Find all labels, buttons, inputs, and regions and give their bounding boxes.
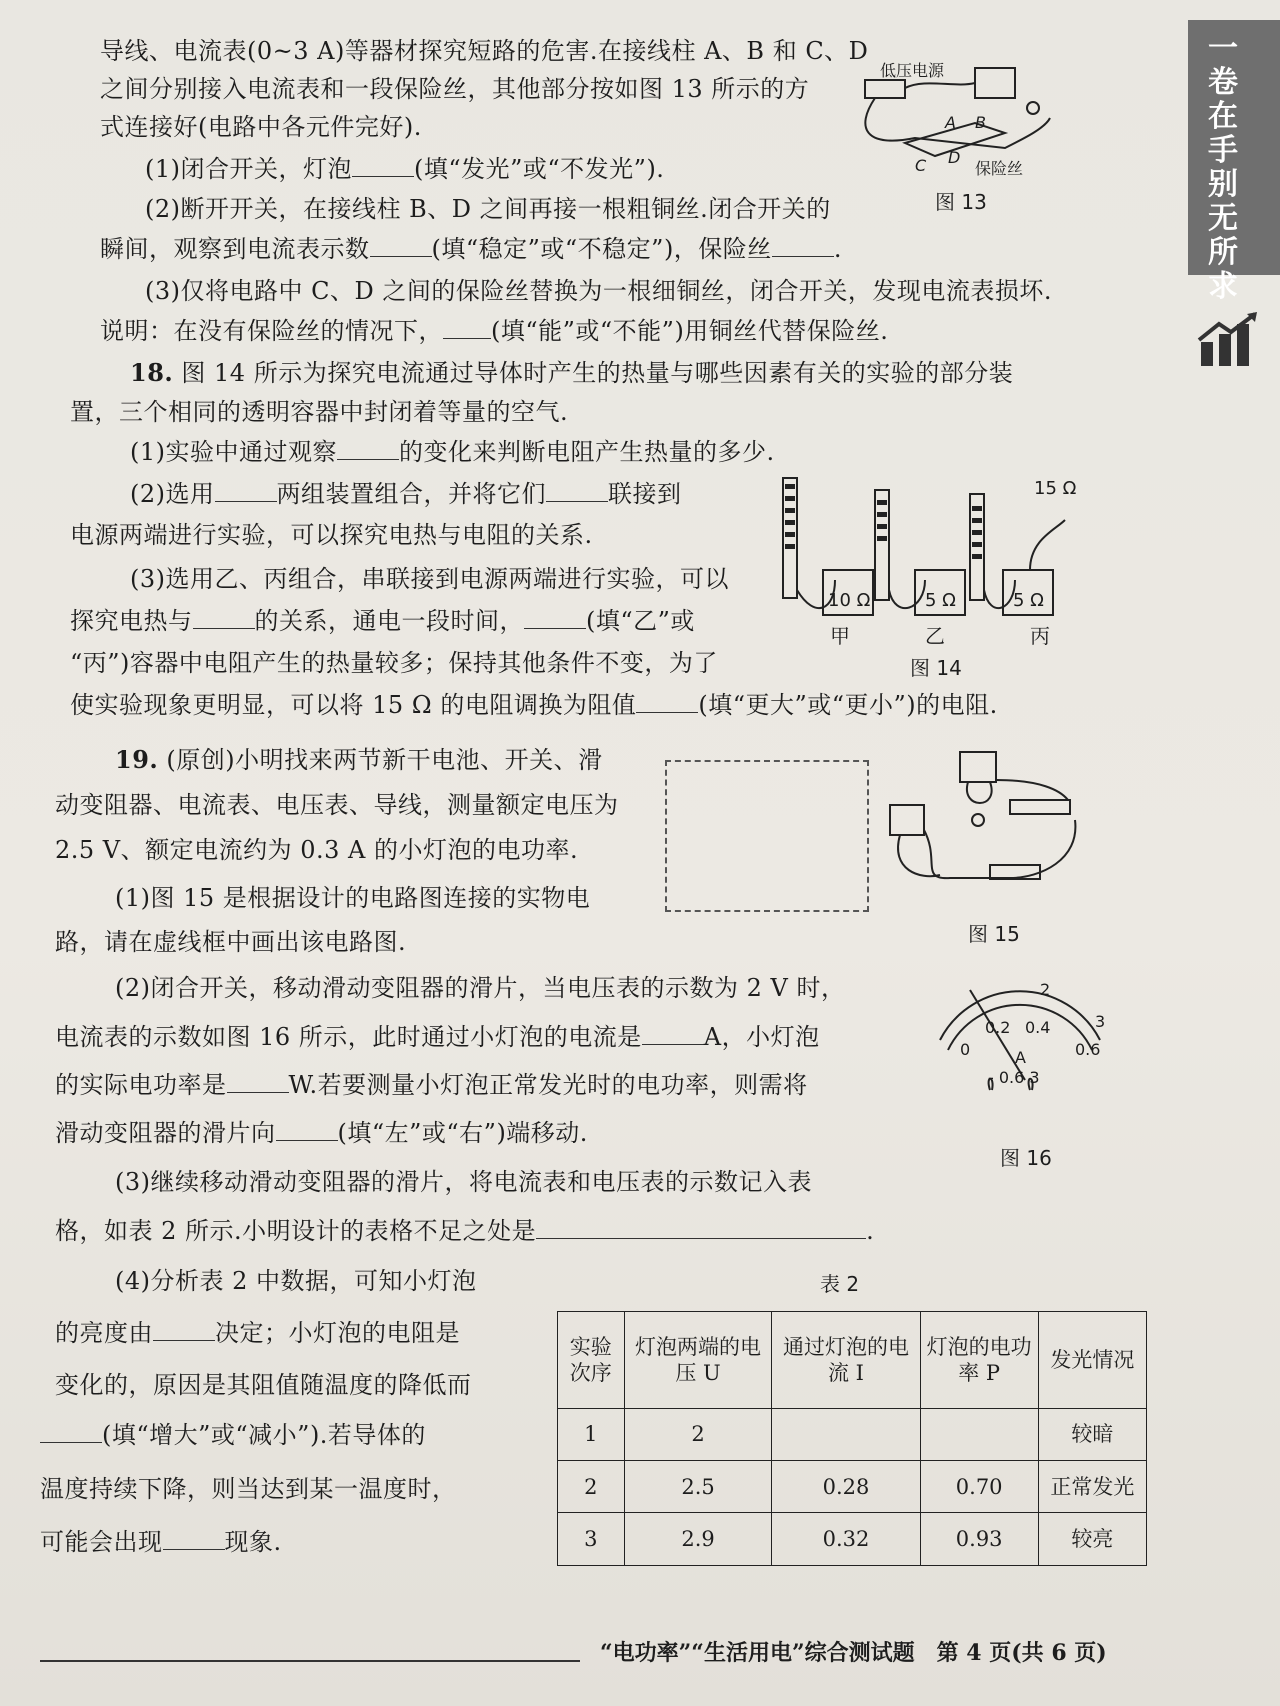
q18-line2: 置，三个相同的透明容器中封闭着等量的空气. <box>70 398 569 426</box>
q19-4-line6 <box>40 1527 282 1557</box>
q19-2-line1: (2)闭合开关，移动滑动变阻器的滑片，当电压表的示数为 2 V 时， <box>115 974 846 1002</box>
answer-blank[interactable] <box>215 479 277 502</box>
table-header-cell: 发光情况 <box>1038 1312 1146 1409</box>
answer-blank[interactable] <box>642 1022 704 1045</box>
fig14-label-bing: 丙 <box>1030 624 1050 648</box>
figure-15-physical-circuit <box>880 750 1090 900</box>
q19-4-end: 现象. <box>224 1528 282 1556</box>
answer-blank[interactable] <box>40 1420 102 1443</box>
answer-blank[interactable] <box>193 606 255 629</box>
q18-line1 <box>130 358 1013 388</box>
q18-2-end: 联接到 <box>608 480 682 508</box>
q19-4-text2: 可能会出现 <box>40 1528 163 1556</box>
table-cell: 0.28 <box>772 1461 920 1513</box>
q19-3-line1: (3)继续移动滑动变阻器的滑片，将电流表和电压表的示数记入表 <box>115 1168 812 1196</box>
table-cell: 3 <box>558 1513 625 1566</box>
answer-blank[interactable] <box>153 1318 215 1341</box>
table-row <box>558 1408 1147 1460</box>
q18-3-hint2: (填“更大”或“更小”)的电阻. <box>698 691 998 719</box>
side-banner <box>1188 20 1280 304</box>
answer-blank[interactable] <box>524 606 586 629</box>
q18-2-mid: 两组装置组合，并将它们 <box>276 480 546 508</box>
table-cell: 0.93 <box>920 1513 1038 1566</box>
fig14-ext-resistor-label: 15 Ω <box>1034 478 1077 499</box>
q19-2-line4 <box>55 1118 588 1148</box>
q19-4-text: 的亮度由 <box>55 1319 153 1347</box>
table-2 <box>557 1311 1147 1566</box>
answer-blank[interactable] <box>227 1070 289 1093</box>
answer-blank[interactable] <box>370 234 432 257</box>
table-row <box>558 1461 1147 1513</box>
table-cell <box>772 1408 920 1460</box>
q17-line2: 之间分别接入电流表和一段保险丝，其他部分按如图 13 所示的方 <box>100 75 810 103</box>
answer-blank[interactable] <box>536 1216 866 1239</box>
q19-3-text: 格，如表 2 所示.小明设计的表格不足之处是 <box>55 1217 537 1245</box>
q19-tag: (原创) <box>166 746 236 774</box>
q18-3-text: 探究电热与 <box>70 607 193 635</box>
table-cell: 2 <box>558 1461 625 1513</box>
q19-2-end2: W.若要测量小灯泡正常发光时的电功率，则需将 <box>288 1071 808 1099</box>
table2-caption: 表 2 <box>820 1272 860 1296</box>
q17-2-line1: (2)断开开关，在接线柱 B、D 之间再接一根粗铜丝.闭合开关的 <box>145 195 831 223</box>
q19-1-line1: (1)图 15 是根据设计的电路图连接的实物电 <box>115 884 591 912</box>
table-header-cell: 灯泡两端的电压 U <box>624 1312 772 1409</box>
q19-number: 19. <box>115 745 159 774</box>
q19-3-line2: 格，如表 2 所示.小明设计的表格不足之处是 . <box>55 1217 875 1245</box>
table-cell: 2.9 <box>624 1513 772 1566</box>
q17-1 <box>145 154 664 184</box>
q19-2-end: A，小灯泡 <box>703 1023 820 1051</box>
q17-2-text: 瞬间，观察到电流表示数 <box>100 235 370 263</box>
fig13-caption: 图 13 <box>935 190 987 214</box>
q19-2-text3: 滑动变阻器的滑片向 <box>55 1119 276 1147</box>
fig16-terminals: - 0.6 3 <box>988 1068 1040 1087</box>
q18-1 <box>130 437 775 467</box>
q17-3-line1: (3)仅将电路中 C、D 之间的保险丝替换为一根细铜丝，闭合开关，发现电流表损坏. <box>145 277 1052 305</box>
table-header-cell: 实验次序 <box>558 1312 625 1409</box>
q19-2-line2 <box>55 1022 820 1052</box>
q19-2-text2: 的实际电功率是 <box>55 1071 227 1099</box>
table-header-cell: 通过灯泡的电流 I <box>772 1312 920 1409</box>
table-cell: 0.70 <box>920 1461 1038 1513</box>
q18-number: 18. <box>130 358 174 387</box>
q19-4-mid: 决定；小灯泡的电阻是 <box>215 1319 460 1347</box>
q18-2-line2: 电源两端进行实验，可以探究电热与电阻的关系. <box>70 521 593 549</box>
q18-3-mid: 的关系，通电一段时间， <box>254 607 524 635</box>
q19-line3: 2.5 V、额定电流约为 0.3 A 的小灯泡的电功率. <box>55 836 579 864</box>
q19-1-line2: 路，请在虚线框中画出该电路图. <box>55 928 407 956</box>
fig15-caption: 图 15 <box>968 922 1020 946</box>
q18-3-line2 <box>70 606 695 636</box>
q18-3-text2: 使实验现象更明显，可以将 15 Ω 的电阻调换为阻值 <box>70 691 637 719</box>
fig16-caption: 图 16 <box>1000 1146 1052 1170</box>
table-header-cell: 灯泡的电功率 P <box>920 1312 1038 1409</box>
table-cell: 0.32 <box>772 1513 920 1566</box>
fig14-label-yi: 乙 <box>925 624 945 648</box>
fig16-scale-bottom-06: 0.6 <box>1075 1040 1101 1059</box>
q17-line3: 式连接好(电路中各元件完好). <box>100 113 422 141</box>
fig16-scale-bottom-0: 0 <box>960 1040 971 1059</box>
answer-blank[interactable] <box>276 1118 338 1141</box>
answer-blank[interactable] <box>443 316 491 339</box>
fig16-unit: A <box>1015 1048 1026 1067</box>
fig16-scale-top-3: 3 <box>1095 1012 1106 1031</box>
answer-blank[interactable] <box>636 690 698 713</box>
fig13-fuse-label: 保险丝 <box>975 159 1024 178</box>
q17-1-hint: (填“发光”或“不发光”). <box>414 155 665 183</box>
chart-growth-icon <box>1195 312 1265 367</box>
answer-blank[interactable] <box>772 234 834 257</box>
q19-4-line5: 温度持续下降，则当达到某一温度时， <box>40 1475 457 1503</box>
table-cell: 1 <box>558 1408 625 1460</box>
answer-blank[interactable] <box>546 479 608 502</box>
q17-line1: 导线、电流表(0~3 A)等器材探究短路的危害.在接线柱 A、B 和 C、D <box>100 37 869 65</box>
q17-3-line2 <box>100 316 888 346</box>
q17-3-text: 说明：在没有保险丝的情况下， <box>100 317 443 345</box>
fig14-resistor-2: 5 Ω <box>925 590 956 611</box>
fig16-scale-bottom-02: 0.2 <box>985 1018 1011 1037</box>
q18-3-hint: (填“乙”或 <box>586 607 695 635</box>
footer-rule <box>40 1660 580 1662</box>
fig14-caption: 图 14 <box>910 656 962 680</box>
fig16-scale-bottom-04: 0.4 <box>1025 1018 1051 1037</box>
q18-3-line1: (3)选用乙、丙组合，串联接到电源两端进行实验，可以 <box>130 565 729 593</box>
table-header-row <box>558 1312 1147 1409</box>
fig14-resistor-3: 5 Ω <box>1013 590 1044 611</box>
table-cell: 2.5 <box>624 1461 772 1513</box>
fig13-b-label: B <box>975 113 986 132</box>
table-cell: 正常发光 <box>1038 1461 1146 1513</box>
q18-2 <box>130 479 682 509</box>
q19-line1 <box>115 745 603 775</box>
table-cell: 较暗 <box>1038 1408 1146 1460</box>
fig14-resistor-1: 10 Ω <box>828 590 871 611</box>
answer-blank[interactable] <box>163 1527 225 1550</box>
q17-2-line2 <box>100 234 842 264</box>
page-footer: “电功率”“生活用电”综合测试题 第 4 页(共 6 页) <box>600 1640 1107 1666</box>
q19-2-text: 电流表的示数如图 16 所示，此时通过小灯泡的电流是 <box>55 1023 642 1051</box>
q17-2-hint: (填“稳定”或“不稳定”)，保险丝 <box>431 235 772 263</box>
q19-4-hint: (填“增大”或“减小”).若导体的 <box>102 1421 426 1449</box>
q18-3-line4 <box>70 690 998 720</box>
q18-text: 图 14 所示为探究电流通过导体时产生的热量与哪些因素有关的实验的部分装 <box>181 359 1014 387</box>
q19-4-line3: 变化的，原因是其阻值随温度的降低而 <box>55 1371 472 1399</box>
circuit-drawing-box[interactable] <box>665 760 869 912</box>
q19-2-line3 <box>55 1070 808 1100</box>
table-cell: 较亮 <box>1038 1513 1146 1566</box>
q19-4-line1: (4)分析表 2 中数据，可知小灯泡 <box>115 1267 477 1295</box>
fig13-a-label: A <box>945 113 956 132</box>
q19-4-line2 <box>55 1318 460 1348</box>
fig14-label-jia: 甲 <box>830 624 850 648</box>
q19-4-line4 <box>40 1420 426 1450</box>
fig13-c-label: C <box>915 156 927 175</box>
fig13-power-label: 低压电源 <box>880 61 945 80</box>
table-row <box>558 1513 1147 1566</box>
q17-3-hint: (填“能”或“不能”)用铜丝代替保险丝. <box>491 317 889 345</box>
q18-3-line3: “丙”)容器中电阻产生的热量较多；保持其他条件不变，为了 <box>70 649 718 677</box>
table-cell <box>920 1408 1038 1460</box>
answer-blank[interactable] <box>352 154 414 177</box>
table-cell: 2 <box>624 1408 772 1460</box>
q18-1-text: (1)实验中通过观察 <box>130 438 337 466</box>
side-banner-text: 一卷在手 别无所求 <box>1208 31 1238 304</box>
q19-2-hint: (填“左”或“右”)端移动. <box>337 1119 588 1147</box>
answer-blank[interactable] <box>337 437 399 460</box>
q18-1-end: 的变化来判断电阻产生热量的多少. <box>399 438 775 466</box>
fig16-scale-top-2: 2 <box>1040 980 1051 999</box>
q17-1-text: (1)闭合开关，灯泡 <box>145 155 352 183</box>
q17-2-end: . <box>833 235 842 263</box>
q19-text: 小明找来两节新干电池、开关、滑 <box>235 746 603 774</box>
q18-2-text: (2)选用 <box>130 480 215 508</box>
fig13-d-label: D <box>948 148 961 167</box>
q19-line2: 动变阻器、电流表、电压表、导线，测量额定电压为 <box>55 791 619 819</box>
